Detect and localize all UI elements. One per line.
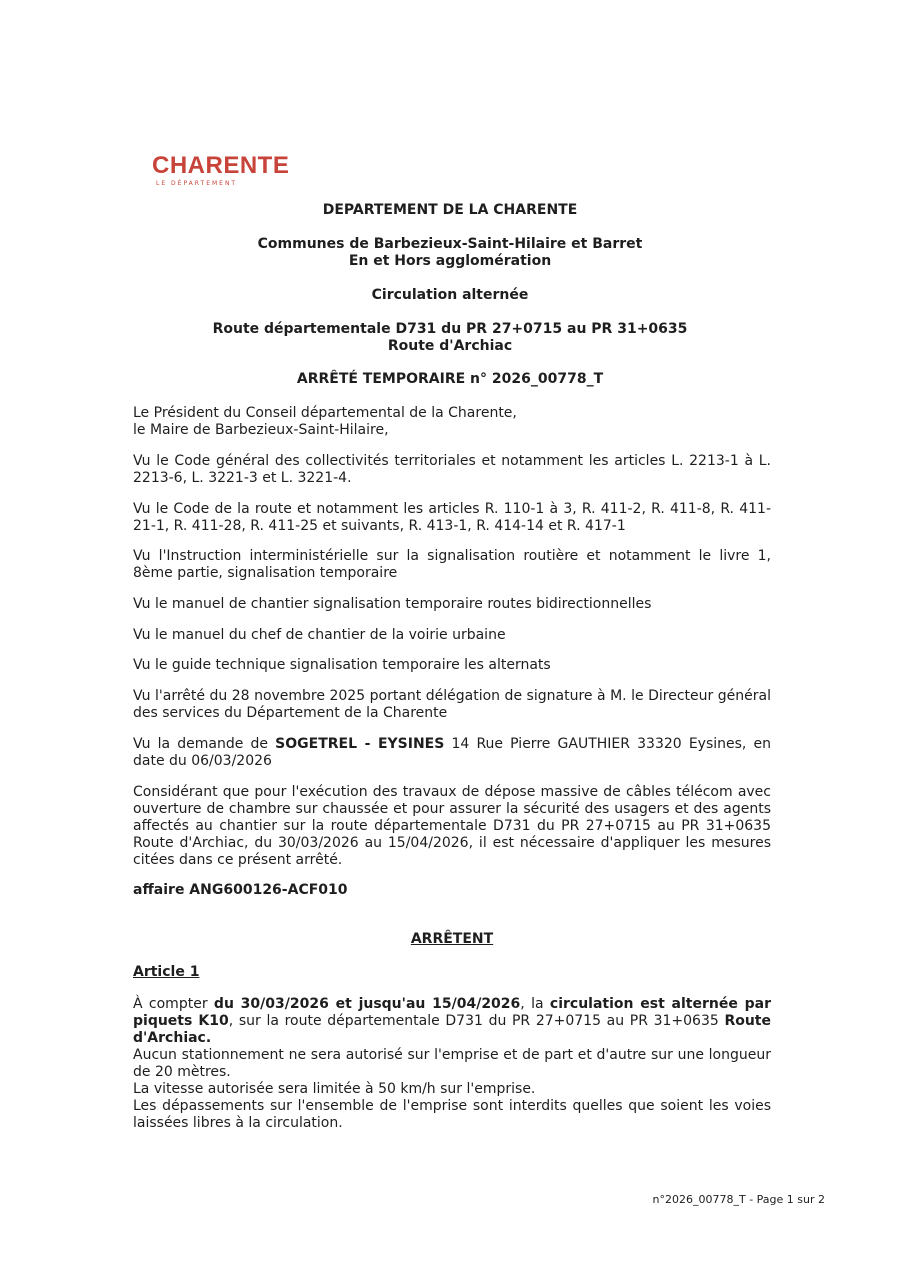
arretent-heading: ARRÊTENT: [410, 931, 494, 947]
depassements-paragraph: Les dépassements sur l'ensemble de l'emprise sont interdits quelles que soient les voies laissées libres à la circulation.: [133, 1098, 771, 1131]
demande-company: SOGETREL - EYSINES: [275, 736, 445, 752]
vu-manuel-chantier-paragraph: Vu le manuel de chantier signalisation temporaire routes bidirectionnelles: [133, 596, 652, 612]
vu-arrete-paragraph: Vu l'arrêté du 28 novembre 2025 portant délégation de signature à M. le Directeur général des services du Département de la Charente: [133, 688, 771, 721]
affaire-reference: affaire ANG600126-ACF010: [133, 882, 348, 898]
demande-suffix: 14 Rue Pierre GAUTHIER 33320 Eysines, en date du 06/03/2026: [133, 736, 771, 769]
maire-line: le Maire de Barbezieux-Saint-Hilaire,: [133, 422, 389, 438]
president-line: Le Président du Conseil départemental de la Charente,: [133, 405, 517, 421]
article1-paragraph: [133, 996, 771, 1047]
a1-text-2: , la: [520, 996, 550, 1012]
article1-body: [133, 996, 771, 1132]
arrete-number-heading: ARRÊTÉ TEMPORAIRE n° 2026_00778_T: [296, 371, 604, 387]
route-line: Route départementale D731 du PR 27+0715 au PR 31+0635: [212, 321, 688, 337]
vitesse-paragraph: La vitesse autorisée sera limitée à 50 km/h sur l'emprise.: [133, 1081, 536, 1097]
route-name-line: Route d'Archiac: [387, 338, 513, 354]
circulation-heading: Circulation alternée: [371, 287, 529, 303]
a1-circulation: circulation est alternée par piquets K10: [133, 996, 771, 1029]
vu-demande-paragraph: [133, 736, 771, 770]
vu-code-general-paragraph: Vu le Code général des collectivités territoriales et notamment les articles L. 2213-1 à L. 2213-6, L. 3221-3 et L. 3221-4.: [133, 453, 771, 486]
vu-code-route-paragraph: Vu le Code de la route et notamment les articles R. 110-1 à 3, R. 411-2, R. 411-8, R. 411-21-1, R. 411-28, R. 411-25 et suivants, R. 413-1, R. 414-14 et R. 417-1: [133, 501, 771, 534]
vu-guide-paragraph: Vu le guide technique signalisation temporaire les alternats: [133, 657, 551, 673]
considerant-paragraph: Considérant que pour l'exécution des travaux de dépose massive de câbles télécom avec ouverture de chambre sur chaussée et pour assurer la sécurité des usagers et des agents affectés au chantier sur la route départementale D731 du PR 27+0715 au PR 31+0635 Route d'Archiac, du 30/03/2026 au 15/04/2026, il est nécessaire d'appliquer les mesures citées dans ce présent arrêté.: [133, 784, 771, 868]
stationnement-paragraph: Aucun stationnement ne sera autorisé sur l'emprise et de part et d'autre sur une longueur de 20 mètres.: [133, 1047, 771, 1080]
president-paragraph: [133, 405, 771, 439]
article1-title: Article 1: [133, 964, 200, 980]
vu-instruction-paragraph: Vu l'Instruction interministérielle sur la signalisation routière et notamment le livre 1, 8ème partie, signalisation temporaire: [133, 548, 771, 581]
demande-prefix: Vu la demande de: [133, 736, 276, 752]
logo-name: CHARENTE: [152, 152, 290, 179]
department-title: DEPARTEMENT DE LA CHARENTE: [322, 202, 578, 218]
route-heading: [130, 321, 770, 355]
communes-line: Communes de Barbezieux-Saint-Hilaire et Barret: [257, 236, 643, 252]
agglomeration-line: En et Hors agglomération: [348, 253, 552, 269]
logo-subtitle: LE DÉPARTEMENT: [156, 180, 238, 187]
communes-heading: [130, 236, 770, 270]
vu-manuel-chef-paragraph: Vu le manuel du chef de chantier de la voirie urbaine: [133, 627, 506, 643]
a1-dates: du 30/03/2026 et jusqu'au 15/04/2026: [213, 996, 521, 1012]
page-footer: n°2026_00778_T - Page 1 sur 2: [652, 1193, 825, 1206]
a1-text-1: À compter: [133, 996, 214, 1012]
a1-text-3: , sur la route départementale D731 du PR 27+0715 au PR 31+0635: [228, 1013, 725, 1029]
charente-logo: [152, 152, 289, 188]
a1-route: Route d'Archiac.: [133, 1013, 771, 1046]
